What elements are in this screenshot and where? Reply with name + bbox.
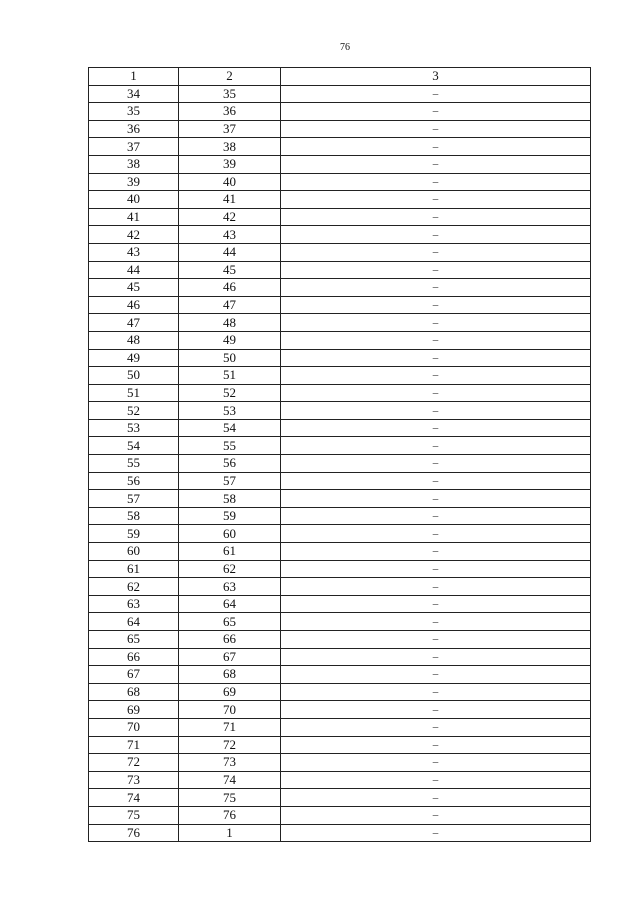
table-cell-col-2: 51 <box>179 367 281 385</box>
table-header-row <box>89 68 591 86</box>
table-row <box>89 789 591 807</box>
table-cell-col-1: 46 <box>89 296 179 314</box>
table-cell-col-3: – <box>281 173 591 191</box>
table-row <box>89 701 591 719</box>
table-cell-col-2: 59 <box>179 507 281 525</box>
table-row <box>89 243 591 261</box>
table-cell-col-3: – <box>281 578 591 596</box>
table-cell-col-2: 72 <box>179 736 281 754</box>
table-cell-col-3: – <box>281 120 591 138</box>
table-cell-col-2: 74 <box>179 771 281 789</box>
data-table <box>88 67 591 842</box>
table-cell-col-2: 52 <box>179 384 281 402</box>
table-cell-col-3: – <box>281 701 591 719</box>
table-cell-col-1: 39 <box>89 173 179 191</box>
table-cell-col-3: – <box>281 543 591 561</box>
table-cell-col-2: 64 <box>179 595 281 613</box>
table-row <box>89 296 591 314</box>
table-cell-col-3: – <box>281 419 591 437</box>
table-header <box>89 68 591 86</box>
table-row <box>89 754 591 772</box>
table-cell-col-1: 61 <box>89 560 179 578</box>
table-cell-col-2: 37 <box>179 120 281 138</box>
table-cell-col-2: 1 <box>179 824 281 842</box>
table-cell-col-1: 37 <box>89 138 179 156</box>
table-cell-col-2: 36 <box>179 103 281 121</box>
table-cell-col-1: 45 <box>89 279 179 297</box>
table-cell-col-1: 48 <box>89 331 179 349</box>
table-cell-col-3: – <box>281 402 591 420</box>
table-cell-col-1: 51 <box>89 384 179 402</box>
table-cell-col-1: 52 <box>89 402 179 420</box>
table-row <box>89 208 591 226</box>
table-cell-col-3: – <box>281 666 591 684</box>
table-cell-col-1: 73 <box>89 771 179 789</box>
page-number: 76 <box>340 42 350 53</box>
table-cell-col-2: 39 <box>179 155 281 173</box>
table-cell-col-2: 35 <box>179 85 281 103</box>
table-cell-col-3: – <box>281 208 591 226</box>
table-cell-col-3: – <box>281 349 591 367</box>
table-cell-col-3: – <box>281 226 591 244</box>
table-row <box>89 85 591 103</box>
table-cell-col-2: 54 <box>179 419 281 437</box>
table-cell-col-2: 62 <box>179 560 281 578</box>
table-cell-col-2: 69 <box>179 683 281 701</box>
table-cell-col-1: 53 <box>89 419 179 437</box>
table-cell-col-3: – <box>281 525 591 543</box>
table-cell-col-3: – <box>281 314 591 332</box>
table-cell-col-1: 70 <box>89 718 179 736</box>
table-row <box>89 507 591 525</box>
table-cell-col-1: 63 <box>89 595 179 613</box>
table-cell-col-1: 35 <box>89 103 179 121</box>
table-cell-col-2: 68 <box>179 666 281 684</box>
table-cell-col-2: 58 <box>179 490 281 508</box>
table-cell-col-3: – <box>281 736 591 754</box>
table-cell-col-1: 36 <box>89 120 179 138</box>
table-row <box>89 367 591 385</box>
table-cell-col-1: 72 <box>89 754 179 772</box>
table-cell-col-3: – <box>281 437 591 455</box>
table-cell-col-1: 40 <box>89 191 179 209</box>
table-cell-col-3: – <box>281 595 591 613</box>
table-row <box>89 824 591 842</box>
table-cell-col-2: 70 <box>179 701 281 719</box>
table-row <box>89 736 591 754</box>
table-cell-col-3: – <box>281 472 591 490</box>
table-cell-col-1: 75 <box>89 806 179 824</box>
table-cell-col-1: 43 <box>89 243 179 261</box>
table-cell-col-3: – <box>281 507 591 525</box>
table-cell-col-1: 34 <box>89 85 179 103</box>
table-row <box>89 191 591 209</box>
table-row <box>89 472 591 490</box>
table-cell-col-2: 38 <box>179 138 281 156</box>
table-cell-col-3: – <box>281 613 591 631</box>
table-cell-col-2: 49 <box>179 331 281 349</box>
table-row <box>89 543 591 561</box>
table-row <box>89 173 591 191</box>
table-cell-col-2: 50 <box>179 349 281 367</box>
table-cell-col-1: 47 <box>89 314 179 332</box>
table-cell-col-2: 42 <box>179 208 281 226</box>
table-cell-col-1: 68 <box>89 683 179 701</box>
table-cell-col-1: 76 <box>89 824 179 842</box>
table-cell-col-2: 45 <box>179 261 281 279</box>
table-cell-col-3: – <box>281 331 591 349</box>
table-cell-col-2: 46 <box>179 279 281 297</box>
table-cell-col-2: 71 <box>179 718 281 736</box>
table-cell-col-1: 50 <box>89 367 179 385</box>
table-cell-col-3: – <box>281 683 591 701</box>
table-cell-col-1: 44 <box>89 261 179 279</box>
table-row <box>89 279 591 297</box>
table-row <box>89 437 591 455</box>
table-cell-col-3: – <box>281 754 591 772</box>
table-row <box>89 384 591 402</box>
table-cell-col-1: 58 <box>89 507 179 525</box>
table-cell-col-1: 66 <box>89 648 179 666</box>
table-row <box>89 683 591 701</box>
table-cell-col-3: – <box>281 806 591 824</box>
table-cell-col-2: 55 <box>179 437 281 455</box>
table-cell-col-2: 60 <box>179 525 281 543</box>
table-cell-col-2: 66 <box>179 631 281 649</box>
table-cell-col-2: 44 <box>179 243 281 261</box>
table-cell-col-1: 42 <box>89 226 179 244</box>
table-row <box>89 331 591 349</box>
table-cell-col-3: – <box>281 490 591 508</box>
table-cell-col-2: 47 <box>179 296 281 314</box>
table-cell-col-1: 49 <box>89 349 179 367</box>
table-cell-col-2: 40 <box>179 173 281 191</box>
table-cell-col-1: 57 <box>89 490 179 508</box>
table-row <box>89 648 591 666</box>
table-row <box>89 525 591 543</box>
table-cell-col-2: 76 <box>179 806 281 824</box>
table-cell-col-2: 53 <box>179 402 281 420</box>
table-cell-col-2: 56 <box>179 455 281 473</box>
table-cell-col-3: – <box>281 824 591 842</box>
table-cell-col-3: – <box>281 103 591 121</box>
table-row <box>89 631 591 649</box>
table-cell-col-2: 48 <box>179 314 281 332</box>
table-cell-col-3: – <box>281 771 591 789</box>
table-row <box>89 455 591 473</box>
table-cell-col-1: 69 <box>89 701 179 719</box>
table-cell-col-2: 73 <box>179 754 281 772</box>
table-row <box>89 419 591 437</box>
table-cell-col-3: – <box>281 243 591 261</box>
table-row <box>89 595 591 613</box>
table-cell-col-3: – <box>281 648 591 666</box>
table-cell-col-1: 71 <box>89 736 179 754</box>
table-row <box>89 666 591 684</box>
table-cell-col-3: – <box>281 155 591 173</box>
table-cell-col-1: 65 <box>89 631 179 649</box>
table-row <box>89 349 591 367</box>
table-cell-col-3: – <box>281 191 591 209</box>
table-cell-col-1: 55 <box>89 455 179 473</box>
table-cell-col-3: – <box>281 789 591 807</box>
column-header-2: 2 <box>179 68 281 86</box>
table-row <box>89 226 591 244</box>
table-cell-col-2: 43 <box>179 226 281 244</box>
table-cell-col-3: – <box>281 631 591 649</box>
table-cell-col-2: 65 <box>179 613 281 631</box>
table-cell-col-1: 59 <box>89 525 179 543</box>
table-row <box>89 103 591 121</box>
table-cell-col-3: – <box>281 384 591 402</box>
table-cell-col-1: 74 <box>89 789 179 807</box>
table-cell-col-2: 63 <box>179 578 281 596</box>
table-cell-col-3: – <box>281 560 591 578</box>
table-row <box>89 771 591 789</box>
table-cell-col-1: 64 <box>89 613 179 631</box>
table-cell-col-1: 41 <box>89 208 179 226</box>
table-cell-col-3: – <box>281 261 591 279</box>
table-cell-col-1: 38 <box>89 155 179 173</box>
table-row <box>89 261 591 279</box>
table-cell-col-1: 54 <box>89 437 179 455</box>
table-cell-col-3: – <box>281 367 591 385</box>
table-cell-col-3: – <box>281 296 591 314</box>
table-body <box>89 85 591 842</box>
table-row <box>89 138 591 156</box>
table-cell-col-2: 75 <box>179 789 281 807</box>
table-cell-col-1: 62 <box>89 578 179 596</box>
column-header-1: 1 <box>89 68 179 86</box>
table-cell-col-3: – <box>281 85 591 103</box>
table-row <box>89 560 591 578</box>
table-row <box>89 613 591 631</box>
table-cell-col-3: – <box>281 138 591 156</box>
table-row <box>89 402 591 420</box>
table-row <box>89 314 591 332</box>
table-cell-col-2: 67 <box>179 648 281 666</box>
table-cell-col-1: 67 <box>89 666 179 684</box>
table-row <box>89 718 591 736</box>
table-cell-col-3: – <box>281 455 591 473</box>
table-cell-col-3: – <box>281 718 591 736</box>
table-cell-col-2: 57 <box>179 472 281 490</box>
table-row <box>89 806 591 824</box>
table-cell-col-3: – <box>281 279 591 297</box>
table-row <box>89 578 591 596</box>
table-row <box>89 490 591 508</box>
table-row <box>89 155 591 173</box>
table-cell-col-1: 56 <box>89 472 179 490</box>
table-cell-col-2: 61 <box>179 543 281 561</box>
table-cell-col-2: 41 <box>179 191 281 209</box>
table-row <box>89 120 591 138</box>
table-cell-col-1: 60 <box>89 543 179 561</box>
column-header-3: 3 <box>281 68 591 86</box>
